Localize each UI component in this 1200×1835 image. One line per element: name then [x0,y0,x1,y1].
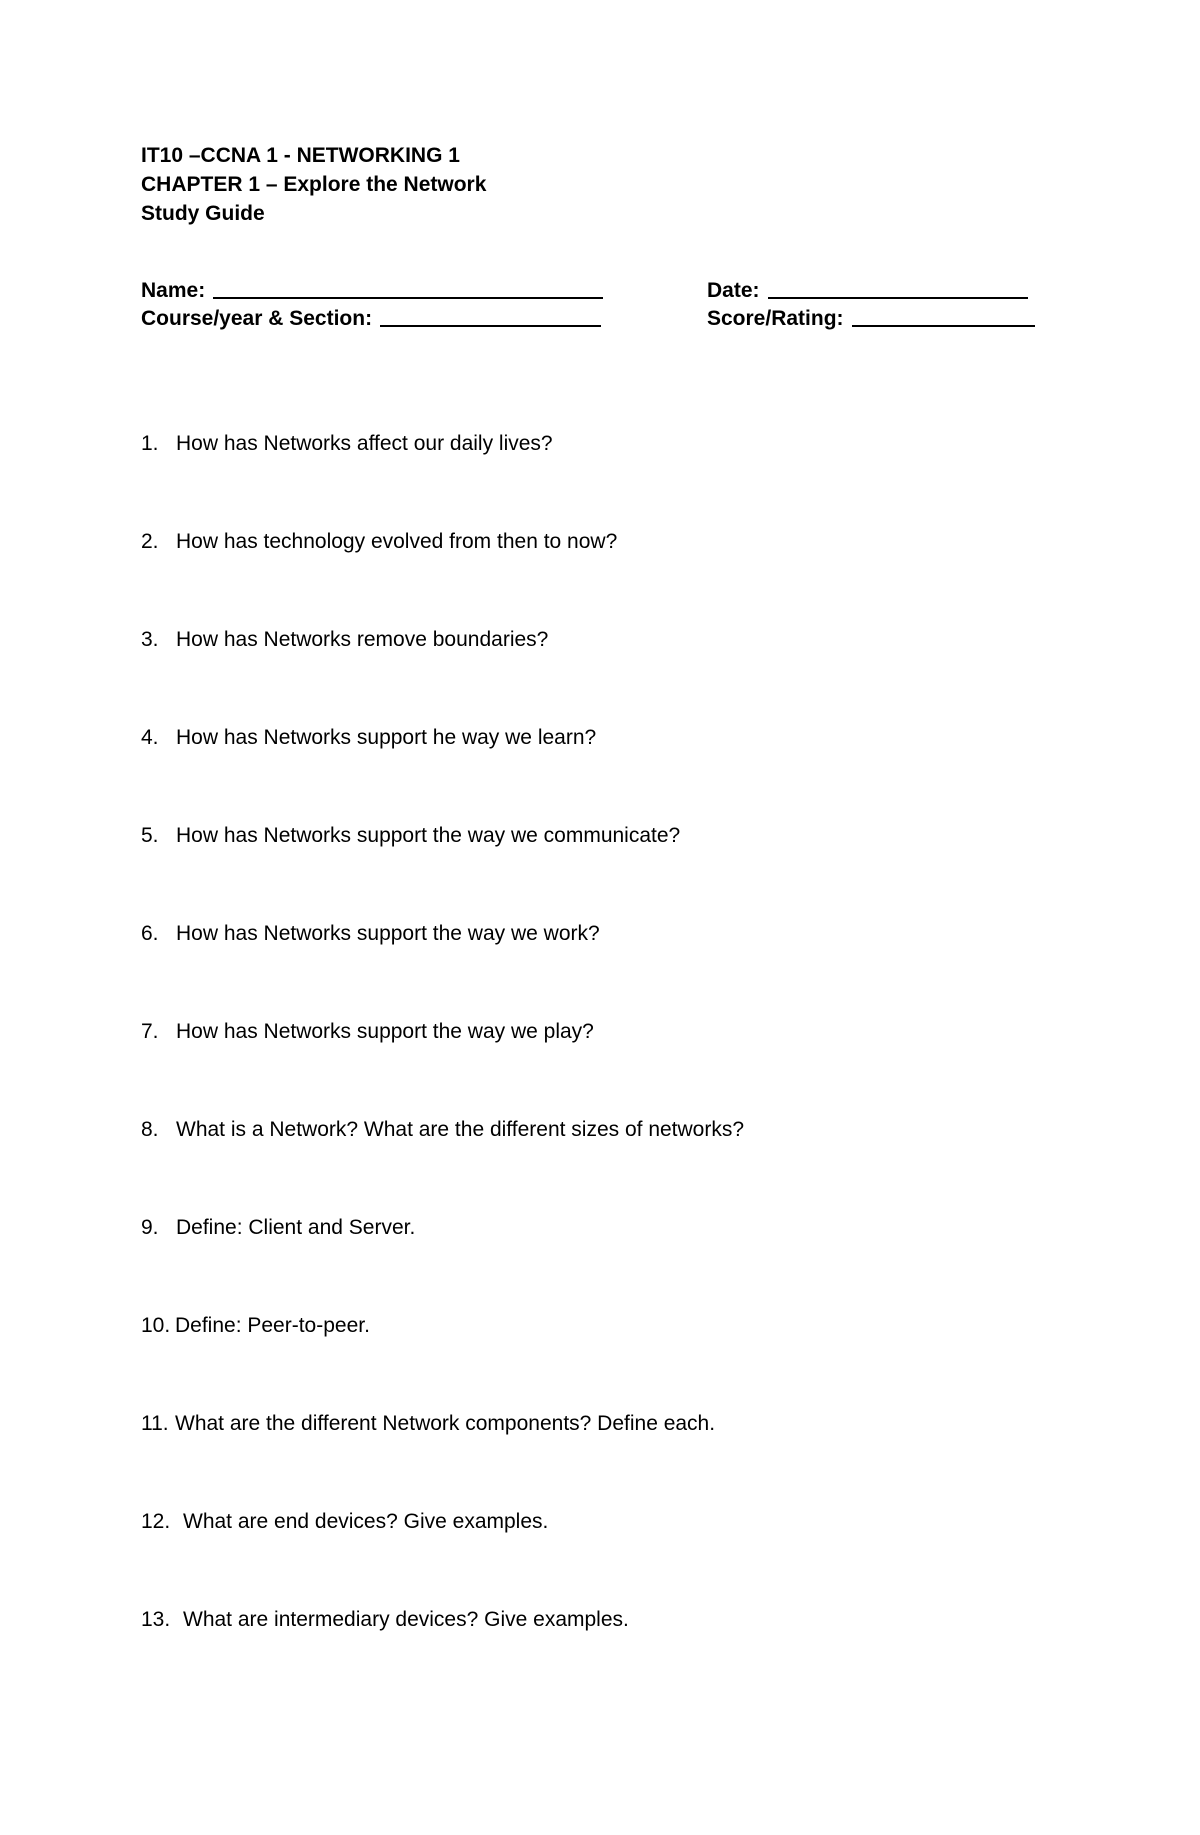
question-text: What are the different Network components? Define each. [175,1412,716,1435]
question-text: How has Networks remove boundaries? [176,628,549,651]
question-item [141,1314,1061,1412]
date-blank-line[interactable] [768,277,1028,299]
question-text: How has Networks affect our daily lives? [176,432,553,455]
name-label: Name: [141,279,206,302]
document-type: Study Guide [141,202,265,225]
question-text: How has technology evolved from then to now? [176,530,618,553]
question-number: 9. [141,1216,159,1239]
course-field [141,303,601,331]
question-text: Define: Peer-to-peer. [175,1314,370,1337]
question-text: What are end devices? Give examples. [183,1510,549,1533]
question-number: 11. [141,1412,169,1435]
question-number: 12. [141,1510,171,1533]
question-item [141,530,1061,628]
question-text: What is a Network? What are the different sizes of networks? [176,1118,745,1141]
question-text: How has Networks support the way we play? [176,1020,594,1043]
name-blank-line[interactable] [213,277,603,299]
question-number: 6. [141,922,159,945]
question-text: How has Networks support the way we communicate? [176,824,681,847]
question-number: 4. [141,726,159,749]
name-date-row [141,275,1061,303]
question-list [141,432,1061,1706]
question-number: 2. [141,530,159,553]
course-blank-line[interactable] [380,305,601,327]
question-text: What are intermediary devices? Give examples. [183,1608,629,1631]
course-score-row [141,303,1061,331]
question-item [141,726,1061,824]
question-item [141,922,1061,1020]
question-item [141,628,1061,726]
question-text: Define: Client and Server. [176,1216,416,1239]
score-label: Score/Rating: [707,307,844,330]
question-number: 7. [141,1020,159,1043]
question-item [141,824,1061,922]
course-title: IT10 –CCNA 1 - NETWORKING 1 [141,144,460,167]
question-number: 1. [141,432,159,455]
question-number: 10. [141,1314,171,1337]
question-text: How has Networks support the way we work? [176,922,600,945]
name-field [141,275,603,303]
course-label: Course/year & Section: [141,307,373,330]
question-item [141,1510,1061,1608]
question-number: 3. [141,628,159,651]
question-item [141,432,1061,530]
question-number: 13. [141,1608,171,1631]
score-blank-line[interactable] [852,305,1035,327]
chapter-title: CHAPTER 1 – Explore the Network [141,173,487,196]
question-item [141,1216,1061,1314]
date-label: Date: [707,279,760,302]
question-text: How has Networks support he way we learn? [176,726,597,749]
date-field [707,275,1028,303]
question-item [141,1608,1061,1706]
question-item [141,1412,1061,1510]
question-item [141,1020,1061,1118]
score-field [707,303,1035,331]
question-number: 8. [141,1118,159,1141]
document-header [141,141,1041,228]
question-item [141,1118,1061,1216]
question-number: 5. [141,824,159,847]
